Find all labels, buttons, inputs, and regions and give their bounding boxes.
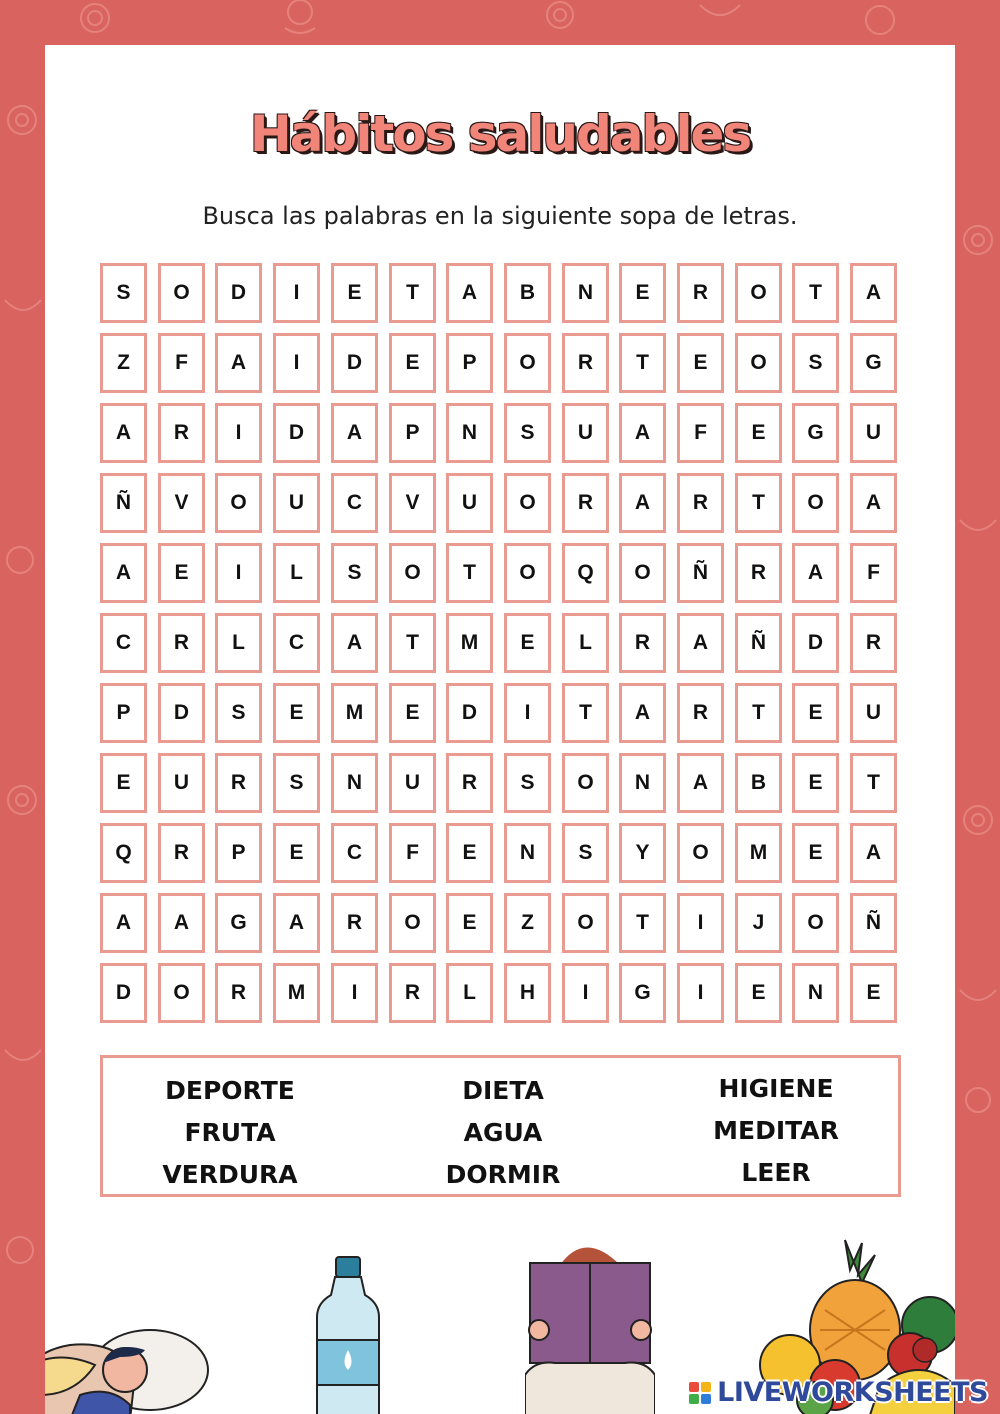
- grid-cell[interactable]: D: [158, 683, 205, 743]
- grid-cell[interactable]: B: [735, 753, 782, 813]
- grid-cell[interactable]: D: [792, 613, 839, 673]
- grid-cell[interactable]: I: [677, 963, 724, 1023]
- word-list-box: [100, 1055, 901, 1197]
- word-list-item: HIGIENE: [718, 1074, 834, 1103]
- grid-cell[interactable]: O: [792, 473, 839, 533]
- grid-cell[interactable]: R: [158, 403, 205, 463]
- grid-cell[interactable]: P: [100, 683, 147, 743]
- grid-cell[interactable]: I: [273, 263, 320, 323]
- grid-cell[interactable]: M: [735, 823, 782, 883]
- sleeping-person-illustration: [45, 1295, 210, 1414]
- grid-cell[interactable]: E: [273, 683, 320, 743]
- grid-cell[interactable]: D: [273, 403, 320, 463]
- grid-cell[interactable]: Ñ: [850, 893, 897, 953]
- grid-cell[interactable]: S: [215, 683, 262, 743]
- grid-cell[interactable]: N: [331, 753, 378, 813]
- word-list-item: MEDITAR: [713, 1116, 839, 1145]
- grid-cell[interactable]: Q: [562, 543, 609, 603]
- grid-cell[interactable]: L: [215, 613, 262, 673]
- grid-cell[interactable]: I: [273, 333, 320, 393]
- logo-square: [689, 1394, 699, 1404]
- grid-cell[interactable]: U: [158, 753, 205, 813]
- logo-square: [689, 1382, 699, 1392]
- grid-cell[interactable]: R: [677, 683, 724, 743]
- grid-cell[interactable]: N: [792, 963, 839, 1023]
- word-list-item: DORMIR: [445, 1160, 561, 1189]
- grid-cell[interactable]: S: [562, 823, 609, 883]
- grid-cell[interactable]: U: [562, 403, 609, 463]
- grid-cell[interactable]: T: [619, 333, 666, 393]
- word-list-column-1: [130, 1070, 330, 1196]
- grid-cell[interactable]: E: [677, 333, 724, 393]
- grid-cell[interactable]: S: [504, 403, 551, 463]
- grid-cell[interactable]: E: [850, 963, 897, 1023]
- word-list-column-3: [676, 1068, 876, 1194]
- grid-cell[interactable]: R: [562, 473, 609, 533]
- grid-cell[interactable]: O: [389, 543, 436, 603]
- grid-cell[interactable]: A: [619, 683, 666, 743]
- word-list-item: DEPORTE: [165, 1076, 295, 1105]
- grid-cell[interactable]: O: [735, 263, 782, 323]
- grid-cell[interactable]: Z: [504, 893, 551, 953]
- grid-cell[interactable]: O: [619, 543, 666, 603]
- grid-cell[interactable]: I: [215, 403, 262, 463]
- grid-cell[interactable]: Ñ: [100, 473, 147, 533]
- grid-cell[interactable]: I: [562, 963, 609, 1023]
- grid-cell[interactable]: M: [273, 963, 320, 1023]
- person-reading-illustration: [525, 1235, 655, 1414]
- grid-cell[interactable]: E: [100, 753, 147, 813]
- page-title: Hábitos saludables: [249, 105, 751, 163]
- grid-cell[interactable]: F: [158, 333, 205, 393]
- grid-cell[interactable]: E: [792, 823, 839, 883]
- grid-cell[interactable]: R: [677, 263, 724, 323]
- grid-cell[interactable]: D: [215, 263, 262, 323]
- grid-cell[interactable]: A: [792, 543, 839, 603]
- grid-cell[interactable]: S: [331, 543, 378, 603]
- grid-cell[interactable]: O: [158, 263, 205, 323]
- grid-cell[interactable]: C: [331, 473, 378, 533]
- grid-cell[interactable]: E: [273, 823, 320, 883]
- word-list-item: FRUTA: [184, 1118, 276, 1147]
- grid-cell[interactable]: C: [273, 613, 320, 673]
- grid-cell[interactable]: R: [735, 543, 782, 603]
- water-bottle-illustration: [313, 1255, 383, 1414]
- grid-cell[interactable]: A: [158, 893, 205, 953]
- grid-cell[interactable]: H: [504, 963, 551, 1023]
- grid-cell[interactable]: G: [850, 333, 897, 393]
- grid-cell[interactable]: A: [677, 613, 724, 673]
- grid-cell[interactable]: O: [792, 893, 839, 953]
- grid-cell[interactable]: A: [273, 893, 320, 953]
- grid-cell[interactable]: T: [562, 683, 609, 743]
- grid-cell[interactable]: U: [446, 473, 493, 533]
- grid-cell[interactable]: M: [331, 683, 378, 743]
- grid-cell[interactable]: D: [446, 683, 493, 743]
- grid-cell[interactable]: R: [215, 963, 262, 1023]
- grid-cell[interactable]: V: [389, 473, 436, 533]
- grid-cell[interactable]: E: [389, 683, 436, 743]
- grid-cell[interactable]: A: [100, 543, 147, 603]
- grid-cell[interactable]: S: [504, 753, 551, 813]
- grid-cell[interactable]: Ñ: [677, 543, 724, 603]
- grid-cell[interactable]: I: [215, 543, 262, 603]
- grid-cell[interactable]: A: [850, 473, 897, 533]
- grid-cell[interactable]: S: [273, 753, 320, 813]
- grid-cell[interactable]: E: [619, 263, 666, 323]
- word-list-column-2: [403, 1070, 603, 1196]
- grid-cell[interactable]: N: [562, 263, 609, 323]
- grid-cell[interactable]: E: [446, 893, 493, 953]
- grid-cell[interactable]: E: [158, 543, 205, 603]
- liveworksheets-watermark: [689, 1377, 988, 1408]
- word-list-item: DIETA: [462, 1076, 544, 1105]
- grid-cell[interactable]: G: [619, 963, 666, 1023]
- grid-cell[interactable]: C: [331, 823, 378, 883]
- grid-cell[interactable]: E: [389, 333, 436, 393]
- grid-cell[interactable]: A: [677, 753, 724, 813]
- grid-cell[interactable]: R: [562, 333, 609, 393]
- grid-cell[interactable]: A: [215, 333, 262, 393]
- grid-cell[interactable]: T: [792, 263, 839, 323]
- grid-cell[interactable]: O: [504, 333, 551, 393]
- grid-cell[interactable]: T: [389, 613, 436, 673]
- grid-cell[interactable]: F: [389, 823, 436, 883]
- grid-cell[interactable]: R: [215, 753, 262, 813]
- logo-square: [701, 1382, 711, 1392]
- grid-cell[interactable]: E: [735, 403, 782, 463]
- grid-cell[interactable]: A: [619, 403, 666, 463]
- grid-cell[interactable]: D: [331, 333, 378, 393]
- grid-cell[interactable]: E: [792, 753, 839, 813]
- grid-cell[interactable]: L: [273, 543, 320, 603]
- word-list-item: VERDURA: [162, 1160, 298, 1189]
- grid-cell[interactable]: A: [446, 263, 493, 323]
- grid-cell[interactable]: U: [850, 683, 897, 743]
- grid-cell[interactable]: Y: [619, 823, 666, 883]
- grid-cell[interactable]: E: [792, 683, 839, 743]
- grid-cell[interactable]: Ñ: [735, 613, 782, 673]
- grid-cell[interactable]: O: [504, 543, 551, 603]
- grid-cell[interactable]: R: [389, 963, 436, 1023]
- watermark-text: LIVEWORKSHEETS: [717, 1377, 988, 1408]
- grid-cell[interactable]: N: [504, 823, 551, 883]
- grid-cell[interactable]: T: [619, 893, 666, 953]
- grid-cell[interactable]: T: [389, 263, 436, 323]
- grid-cell[interactable]: V: [158, 473, 205, 533]
- grid-cell[interactable]: E: [504, 613, 551, 673]
- grid-cell[interactable]: P: [389, 403, 436, 463]
- grid-cell[interactable]: A: [850, 263, 897, 323]
- grid-cell[interactable]: O: [735, 333, 782, 393]
- grid-cell[interactable]: R: [677, 473, 724, 533]
- word-list-item: LEER: [741, 1158, 811, 1187]
- grid-cell[interactable]: I: [504, 683, 551, 743]
- grid-cell[interactable]: E: [446, 823, 493, 883]
- grid-cell[interactable]: F: [677, 403, 724, 463]
- grid-cell[interactable]: A: [850, 823, 897, 883]
- grid-cell[interactable]: A: [331, 613, 378, 673]
- grid-cell[interactable]: P: [446, 333, 493, 393]
- grid-cell[interactable]: F: [850, 543, 897, 603]
- grid-cell[interactable]: T: [850, 753, 897, 813]
- grid-cell[interactable]: T: [735, 683, 782, 743]
- grid-cell[interactable]: E: [331, 263, 378, 323]
- grid-cell[interactable]: S: [792, 333, 839, 393]
- grid-cell[interactable]: C: [100, 613, 147, 673]
- grid-cell[interactable]: G: [215, 893, 262, 953]
- grid-cell[interactable]: T: [446, 543, 493, 603]
- grid-cell[interactable]: U: [273, 473, 320, 533]
- grid-cell[interactable]: R: [850, 613, 897, 673]
- grid-cell[interactable]: O: [389, 893, 436, 953]
- grid-cell[interactable]: L: [562, 613, 609, 673]
- grid-cell[interactable]: U: [850, 403, 897, 463]
- grid-cell[interactable]: R: [158, 823, 205, 883]
- grid-cell[interactable]: B: [504, 263, 551, 323]
- grid-cell[interactable]: A: [100, 403, 147, 463]
- grid-cell[interactable]: A: [619, 473, 666, 533]
- grid-cell[interactable]: Q: [100, 823, 147, 883]
- grid-cell[interactable]: D: [100, 963, 147, 1023]
- liveworksheets-logo-icon: [689, 1382, 711, 1404]
- grid-cell[interactable]: L: [446, 963, 493, 1023]
- instruction-text: Busca las palabras en la siguiente sopa de letras.: [202, 202, 798, 230]
- grid-cell[interactable]: A: [100, 893, 147, 953]
- grid-cell[interactable]: A: [331, 403, 378, 463]
- grid-cell[interactable]: R: [446, 753, 493, 813]
- grid-cell[interactable]: O: [677, 823, 724, 883]
- grid-cell[interactable]: P: [215, 823, 262, 883]
- word-list-item: AGUA: [463, 1118, 543, 1147]
- grid-cell[interactable]: U: [389, 753, 436, 813]
- logo-square: [701, 1394, 711, 1404]
- grid-cell[interactable]: E: [735, 963, 782, 1023]
- grid-cell[interactable]: G: [792, 403, 839, 463]
- grid-cell[interactable]: R: [158, 613, 205, 673]
- grid-cell[interactable]: M: [446, 613, 493, 673]
- grid-cell[interactable]: O: [215, 473, 262, 533]
- grid-cell[interactable]: N: [619, 753, 666, 813]
- grid-cell[interactable]: N: [446, 403, 493, 463]
- grid-cell[interactable]: O: [562, 753, 609, 813]
- grid-cell[interactable]: O: [504, 473, 551, 533]
- grid-cell[interactable]: O: [158, 963, 205, 1023]
- worksheet-page: [45, 45, 955, 1414]
- grid-cell[interactable]: I: [677, 893, 724, 953]
- grid-cell[interactable]: I: [331, 963, 378, 1023]
- grid-cell[interactable]: O: [562, 893, 609, 953]
- grid-cell[interactable]: R: [619, 613, 666, 673]
- grid-cell[interactable]: Z: [100, 333, 147, 393]
- grid-cell[interactable]: J: [735, 893, 782, 953]
- grid-cell[interactable]: R: [331, 893, 378, 953]
- grid-cell[interactable]: S: [100, 263, 147, 323]
- grid-cell[interactable]: T: [735, 473, 782, 533]
